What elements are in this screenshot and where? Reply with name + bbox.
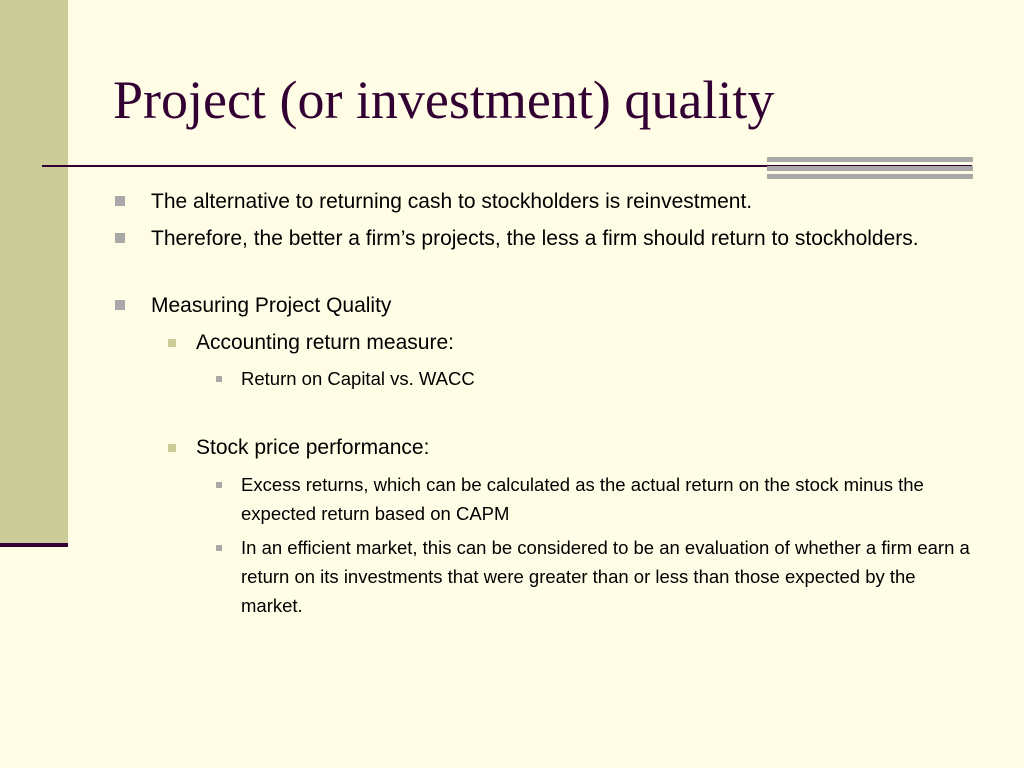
square-bullet-icon [168, 444, 176, 452]
sub-sub-bullet-text: In an efficient market, this can be considered to be an evaluation of whether a firm earn a return on its investments that were greater than or less than those expected by the market. [241, 537, 970, 616]
bullet-item [151, 290, 951, 321]
square-bullet-icon [216, 545, 222, 551]
sub-bullet-item [196, 327, 966, 358]
bullet-item [151, 223, 951, 254]
sub-bullet-text: Stock price performance: [196, 436, 430, 459]
sub-sub-bullet-item [241, 470, 981, 528]
bullet-text: Measuring Project Quality [151, 294, 392, 317]
sub-sub-bullet-item [241, 364, 981, 393]
sub-bullet-item [196, 432, 966, 463]
sub-sub-bullet-text: Excess returns, which can be calculated as the actual return on the stock minus the expected return based on CAPM [241, 474, 924, 524]
square-bullet-icon [168, 339, 176, 347]
square-bullet-icon [216, 482, 222, 488]
bullet-text: Therefore, the better a firm’s projects, the less a firm should return to stockholders. [151, 227, 919, 250]
bullet-item [151, 186, 951, 217]
sub-sub-bullet-text: Return on Capital vs. WACC [241, 368, 475, 389]
square-bullet-icon [115, 300, 125, 310]
square-bullet-icon [115, 196, 125, 206]
bullet-text: The alternative to returning cash to stockholders is reinvestment. [151, 190, 753, 213]
slide-title: Project (or investment) quality [113, 70, 775, 130]
square-bullet-icon [216, 376, 222, 382]
sub-sub-bullet-item [241, 533, 981, 620]
square-bullet-icon [115, 233, 125, 243]
sub-bullet-text: Accounting return measure: [196, 331, 454, 354]
